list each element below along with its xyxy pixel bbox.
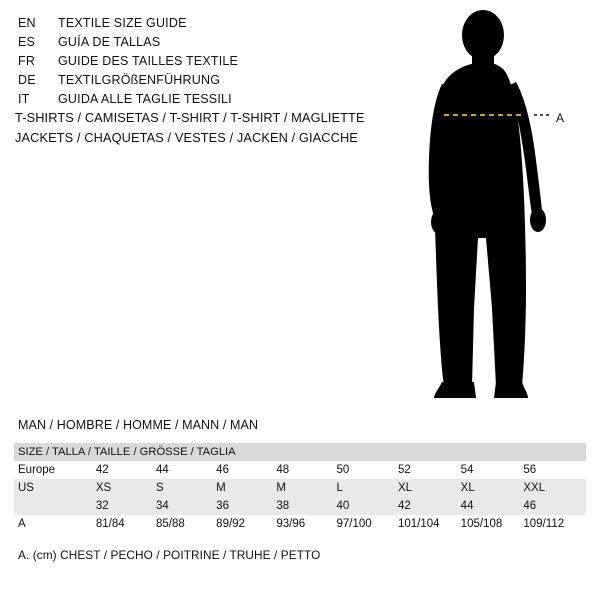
row-label: A bbox=[14, 515, 96, 533]
table-cell: 52 bbox=[398, 461, 461, 479]
table-cell: 93/96 bbox=[276, 515, 336, 533]
table-cell: 81/84 bbox=[96, 515, 156, 533]
table-cell: 32 bbox=[96, 497, 156, 515]
table-row bbox=[14, 497, 586, 515]
table-cell: 50 bbox=[337, 461, 398, 479]
table-header-label: SIZE / TALLA / TAILLE / GRÖSSE / TAGLIA bbox=[14, 443, 586, 461]
table-cell: XS bbox=[96, 479, 156, 497]
table-cell: 34 bbox=[156, 497, 216, 515]
table-cell: 54 bbox=[461, 461, 524, 479]
table-cell: 44 bbox=[156, 461, 216, 479]
row-label: Europe bbox=[14, 461, 96, 479]
row-label bbox=[14, 497, 96, 515]
table-cell: 36 bbox=[216, 497, 276, 515]
language-row bbox=[18, 92, 378, 111]
table-cell: 109/112 bbox=[523, 515, 586, 533]
category-tshirts: T-SHIRTS / CAMISETAS / T-SHIRT / T-SHIRT / MAGLIETTE bbox=[15, 110, 365, 125]
table-cell: 38 bbox=[276, 497, 336, 515]
row-label: US bbox=[14, 479, 96, 497]
table-cell: 42 bbox=[96, 461, 156, 479]
language-code: DE bbox=[18, 73, 36, 87]
table-row bbox=[14, 461, 586, 479]
language-row bbox=[18, 16, 378, 35]
table-cell: XL bbox=[398, 479, 461, 497]
language-text: TEXTILE SIZE GUIDE bbox=[58, 16, 187, 30]
language-code: EN bbox=[18, 16, 36, 30]
language-text: GUIDE DES TAILLES TEXTILE bbox=[58, 54, 239, 68]
language-list bbox=[18, 16, 378, 111]
category-jackets: JACKETS / CHAQUETAS / VESTES / JACKEN / GIACCHE bbox=[15, 130, 358, 145]
table-cell: 89/92 bbox=[216, 515, 276, 533]
table-cell: 56 bbox=[523, 461, 586, 479]
language-row bbox=[18, 35, 378, 54]
table-cell: 105/108 bbox=[461, 515, 524, 533]
table-title: MAN / HOMBRE / HOMME / MANN / MAN bbox=[18, 418, 259, 432]
table-row bbox=[14, 515, 586, 533]
table-cell: 46 bbox=[523, 497, 586, 515]
table-cell: 44 bbox=[461, 497, 524, 515]
table-cell: XXL bbox=[523, 479, 586, 497]
language-row bbox=[18, 73, 378, 92]
language-code: IT bbox=[18, 92, 30, 106]
language-text: TEXTILGRÖßENFÜHRUNG bbox=[58, 73, 221, 87]
table-cell: M bbox=[216, 479, 276, 497]
silhouette-icon bbox=[400, 8, 600, 408]
table-row bbox=[14, 479, 586, 497]
language-code: ES bbox=[18, 35, 36, 49]
table-cell: 97/100 bbox=[337, 515, 398, 533]
table-cell: 101/104 bbox=[398, 515, 461, 533]
table-cell: 48 bbox=[276, 461, 336, 479]
table-cell: 46 bbox=[216, 461, 276, 479]
table-cell: S bbox=[156, 479, 216, 497]
male-silhouette-figure bbox=[400, 8, 600, 408]
table-cell: XL bbox=[461, 479, 524, 497]
table-cell: 42 bbox=[398, 497, 461, 515]
table-header-row bbox=[14, 443, 586, 461]
measure-label-a: A bbox=[556, 111, 565, 125]
table-cell: M bbox=[276, 479, 336, 497]
table-cell: 40 bbox=[337, 497, 398, 515]
language-code: FR bbox=[18, 54, 36, 68]
footnote: A. (cm) CHEST / PECHO / POITRINE / TRUHE / PETTO bbox=[18, 548, 321, 562]
language-text: GUIDA ALLE TAGLIE TESSILI bbox=[58, 92, 232, 106]
language-row bbox=[18, 54, 378, 73]
table-cell: 85/88 bbox=[156, 515, 216, 533]
category-list bbox=[15, 110, 395, 150]
size-table bbox=[14, 443, 586, 533]
table-cell: L bbox=[337, 479, 398, 497]
language-text: GUÍA DE TALLAS bbox=[58, 35, 161, 49]
